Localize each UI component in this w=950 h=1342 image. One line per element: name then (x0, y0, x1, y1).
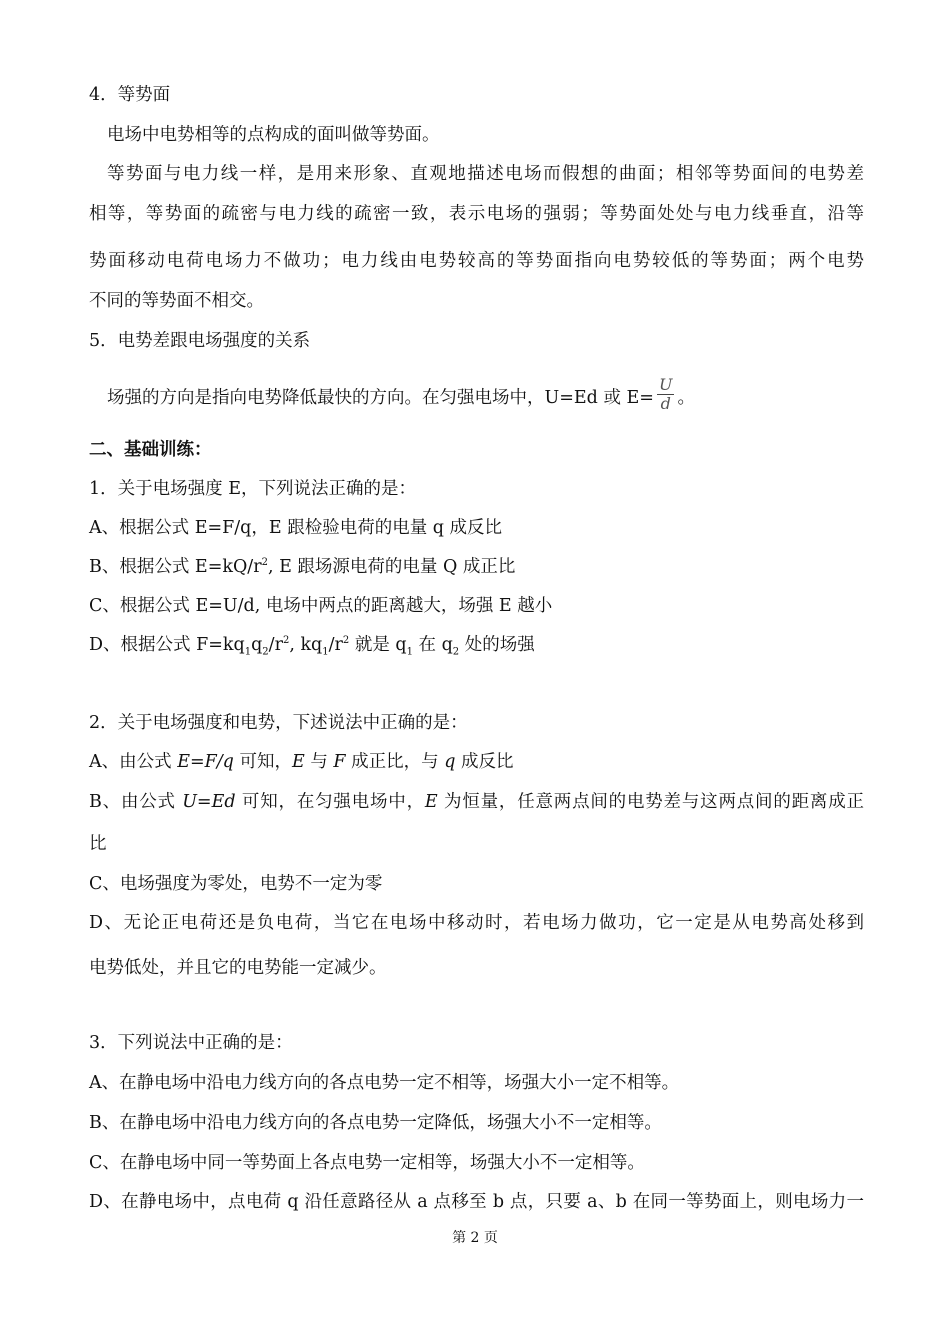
section-5-paragraph (107, 375, 882, 417)
question-1-option-d (89, 633, 864, 657)
section-4-paragraph-line-2: 相等，等势面的疏密与电力线的疏密一致，表示电场的强弱；等势面处处与电力线垂直，沿等 (89, 204, 864, 224)
question-1-option-b (89, 555, 864, 579)
question-2-option-d-line-1: D、无论正电荷还是负电荷，当它在电场中移动时，若电场力做功，它一定是从电势高处移到 (89, 913, 864, 933)
superscript: 2 (282, 635, 290, 647)
fraction-numerator: U (658, 375, 673, 394)
question-1-option-a: A、根据公式 E=F/q，E 跟检验电荷的电量 q 成反比 (89, 518, 503, 538)
question-2-option-c: C、电场强度为零处，电势不一定为零 (89, 874, 383, 894)
option-d-text: 就是 q (349, 635, 407, 655)
option-d-text: /r (328, 635, 343, 655)
section-4-paragraph-line-1: 等势面与电力线一样，是用来形象、直观地描述电场而假想的曲面；相邻等势面间的电势差 (107, 164, 864, 184)
question-3-option-d: D、在静电场中，点电荷 q 沿任意路径从 a 点移至 b 点，只要 a、b 在同一等势面上，则电场力一 (89, 1192, 864, 1212)
variable: F (333, 752, 346, 772)
section-5-period: 。 (677, 388, 695, 408)
fraction-denominator: d (660, 394, 671, 413)
section-4-paragraph-line-3: 势面移动电荷电场力不做功；电力线由电势较高的等势面指向电势较低的等势面；两个电势 (89, 251, 864, 271)
option-d-text: /r (268, 635, 283, 655)
question-2-stem: 2．关于电场强度和电势，下述说法中正确的是： (89, 713, 468, 733)
option-d-text: 处的场强 (459, 635, 535, 655)
fraction-u-over-d (657, 376, 674, 413)
question-2-option-a (89, 750, 864, 774)
question-1-option-c: C、根据公式 E=U/d, 电场中两点的距离越大，场强 E 越小 (89, 596, 553, 616)
option-b-text: B、由公式 (89, 792, 183, 812)
option-a-text: 可知， (233, 752, 292, 772)
option-a-text: 与 (304, 752, 334, 772)
option-b-text: 可知，在匀强电场中， (235, 792, 425, 812)
variable: E (424, 792, 438, 812)
section-4-heading: 4．等势面 (89, 85, 171, 105)
option-a-text: 成正比，与 (345, 752, 445, 772)
option-a-text: A、由公式 (89, 752, 178, 772)
option-d-text: 在 q (412, 635, 453, 655)
superscript: 2 (261, 557, 268, 569)
question-3-stem: 3．下列说法中正确的是： (89, 1033, 293, 1053)
section-4-definition: 电场中电势相等的点构成的面叫做等势面。 (107, 125, 440, 145)
question-3-option-b: B、在静电场中沿电力线方向的各点电势一定降低，场强大小不一定相等。 (89, 1113, 662, 1133)
question-3-option-c: C、在静电场中同一等势面上各点电势一定相等，场强大小不一定相等。 (89, 1153, 645, 1173)
question-3-option-a: A、在静电场中沿电力线方向的各点电势一定不相等，场强大小一定不相等。 (89, 1073, 680, 1093)
option-d-text: q (251, 635, 263, 655)
question-1-stem: 1．关于电场强度 E，下列说法正确的是： (89, 479, 416, 499)
subscript: 1 (244, 646, 252, 658)
option-b-text: 为恒量，任意两点间的电势差与这两点间的距离成正 (437, 792, 864, 812)
variable: E (291, 752, 305, 772)
section-5-text: 场强的方向是指向电势降低最快的方向。在匀强电场中，U=Ed 或 E= (107, 388, 654, 408)
subscript: 1 (322, 646, 329, 658)
training-heading: 二、基础训练： (89, 440, 212, 460)
subscript: 1 (406, 646, 413, 658)
option-b-text: , E 跟场源电荷的电量 Q 成正比 (267, 557, 516, 577)
subscript: 2 (452, 646, 460, 658)
formula: E=F/q (177, 752, 234, 772)
option-d-text: , kq (289, 635, 323, 655)
option-a-text: 成反比 (455, 752, 514, 772)
formula: U=Ed (182, 792, 236, 812)
question-2-option-b-line-2: 比 (89, 834, 107, 854)
superscript: 2 (342, 635, 350, 647)
subscript: 2 (262, 646, 269, 658)
variable: q (444, 752, 456, 772)
section-4-paragraph-line-4: 不同的等势面不相交。 (89, 291, 264, 311)
option-d-text: D、根据公式 F=kq (89, 635, 245, 655)
question-2-option-d-line-2: 电势低处，并且它的电势能一定减少。 (89, 958, 387, 978)
page-number: 第 2 页 (452, 1230, 498, 1246)
section-5-heading: 5．电势差跟电场强度的关系 (89, 331, 311, 351)
option-b-text: B、根据公式 E=kQ/r (89, 557, 262, 577)
question-2-option-b-line-1 (89, 790, 864, 814)
